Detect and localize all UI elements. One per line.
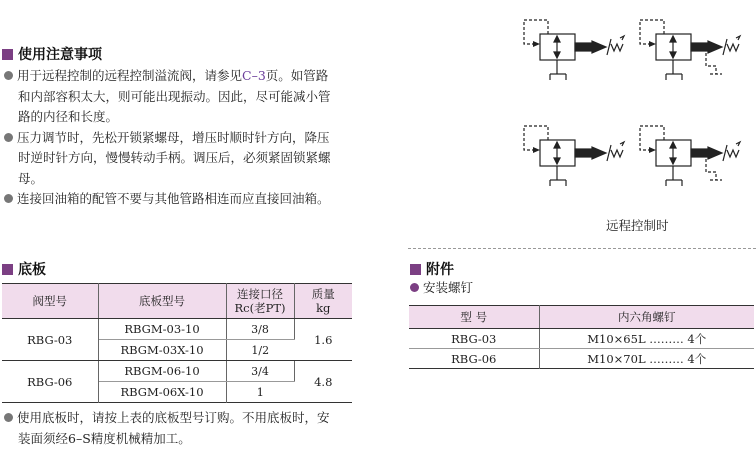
table-row [2, 361, 352, 382]
mass-cell: 1.6 [294, 319, 352, 361]
bullet-icon [4, 71, 13, 80]
col-model: 型 号 [409, 306, 539, 329]
accessories-title: 附件 [426, 262, 454, 278]
section-marker-icon [2, 49, 13, 60]
col-valve-model: 阀型号 [2, 284, 98, 319]
valve-model-cell: RBG-06 [2, 361, 98, 403]
baseplate-table-header [2, 284, 352, 319]
relief-valve-symbol-1 [524, 20, 624, 80]
bullet-icon [4, 133, 13, 142]
plate-model-cell: RBGM-06-10 [98, 361, 226, 382]
accessories-heading [410, 259, 454, 279]
bolt-table-header [409, 306, 754, 329]
table-row [409, 349, 754, 369]
col-mass: 质量 kg [294, 284, 352, 319]
table-row [409, 329, 754, 349]
note-item-1: 用于远程控制的远程控制溢流阀，请参见C–3页。如管路 和内部容积太大，则可能出现振动。因此，尽可能减小管 路的内径和长度。 [4, 66, 374, 128]
plate-model-cell: RBGM-03-10 [98, 319, 226, 340]
port-size-cell: 3/8 [226, 319, 294, 340]
section-marker-icon [410, 264, 421, 275]
relief-valve-symbol-4 [640, 126, 740, 186]
baseplate-note: 使用底板时，请按上表的底板型号订购。不用底板时，安 装面须经6–S精度机械精加工。 [4, 408, 374, 449]
port-size-cell: 1/2 [226, 340, 294, 361]
baseplate-table [2, 283, 352, 403]
table-row [2, 319, 352, 340]
relief-valve-symbol-3 [524, 126, 624, 186]
plate-model-cell: RBGM-03X-10 [98, 340, 226, 361]
bolt-table [409, 305, 754, 369]
accessories-subtitle: 安装螺钉 [410, 278, 473, 296]
col-plate-model: 底板型号 [98, 284, 226, 319]
bullet-icon [4, 194, 13, 203]
remote-control-symbol-diagram [520, 8, 756, 198]
note-item-3: 连接回油箱的配管不要与其他管路相连而应直接回油箱。 [4, 189, 374, 210]
bullet-icon [410, 283, 419, 292]
col-port-size: 连接口径 Rc(老PT) [226, 284, 294, 319]
baseplate-heading [2, 259, 46, 279]
model-cell: RBG-06 [409, 349, 539, 369]
notes-list [4, 66, 374, 210]
bullet-icon [4, 413, 13, 422]
mass-cell: 4.8 [314, 374, 333, 389]
section-divider [408, 248, 756, 249]
col-hex-bolt: 内六角螺钉 [539, 306, 754, 329]
baseplate-title: 底板 [18, 262, 46, 278]
diagram-caption: 远程控制时 [606, 218, 669, 233]
port-size-cell: 3/4 [226, 361, 294, 382]
section-marker-icon [2, 264, 13, 275]
note-item-2: 压力调节时，先松开锁紧螺母，增压时顺时针方向，降压 时逆时针方向，慢慢转动手柄。调压后，必须紧固锁紧螺 母。 [4, 128, 374, 190]
bolt-cell: M10×65L ……… 4个 [539, 329, 754, 349]
notes-heading [2, 44, 102, 64]
port-size-cell: 1 [256, 385, 264, 399]
relief-valve-symbol-2 [640, 20, 740, 80]
plate-model-cell: RBGM-06X-10 [98, 382, 226, 403]
notes-title: 使用注意事项 [18, 47, 102, 63]
valve-model-cell: RBG-03 [2, 319, 98, 361]
bolt-cell: M10×70L ……… 4个 [587, 351, 707, 366]
page-reference: C–3 [242, 68, 266, 83]
model-cell: RBG-03 [409, 329, 539, 349]
